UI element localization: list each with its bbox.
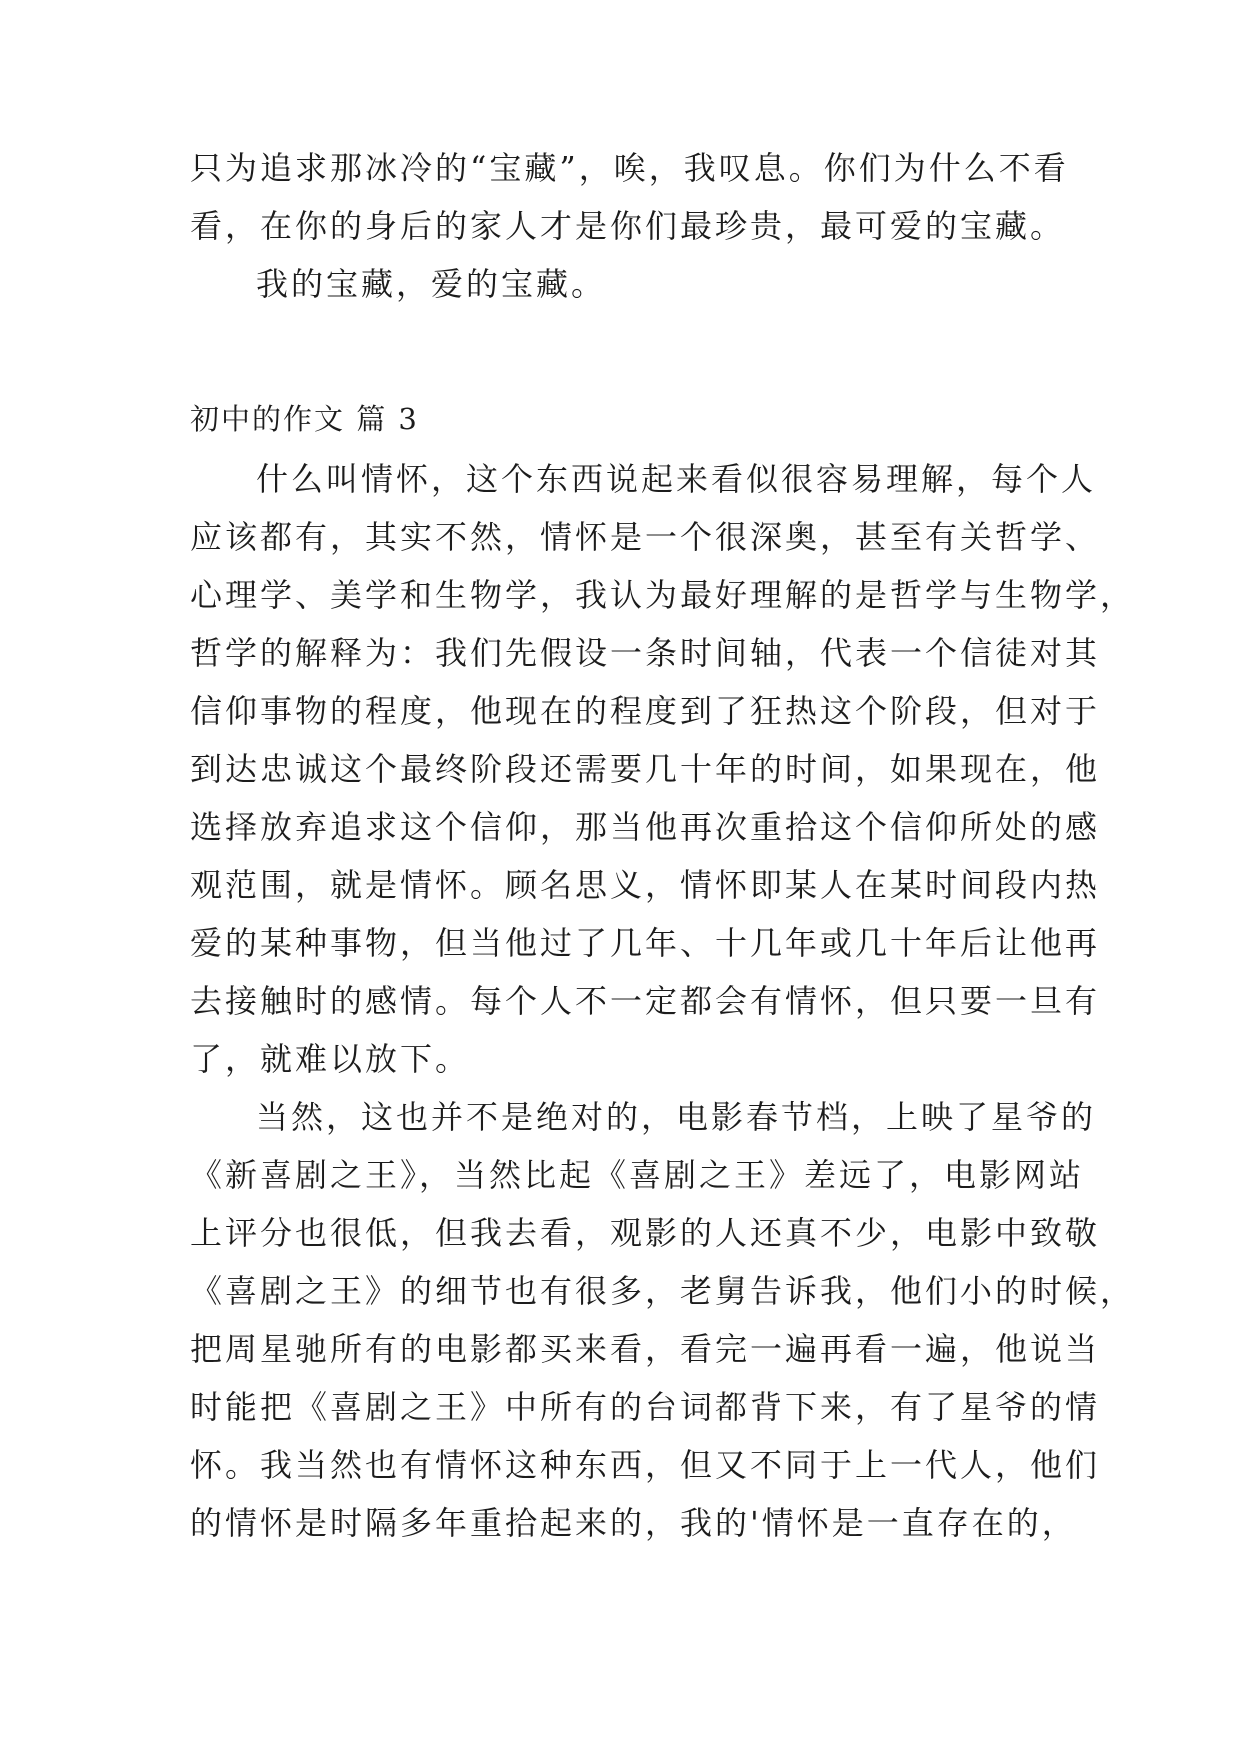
- text-line: 爱的某种事物，但当他过了几年、十几年或几十年后让他再: [190, 924, 1101, 962]
- text-line: 的情怀是时隔多年重拾起来的，我的'情怀是一直存在的，: [190, 1504, 1077, 1542]
- text-line: 《新喜剧之王》，当然比起《喜剧之王》差远了，电影网站: [190, 1156, 1085, 1194]
- text-line: 到达忠诚这个最终阶段还需要几十年的时间，如果现在，他: [190, 750, 1101, 788]
- text-line: 当然，这也并不是绝对的，电影春节档，上映了星爷的: [256, 1098, 1097, 1136]
- text-line: 了，就难以放下。: [190, 1040, 471, 1078]
- article-body: [190, 450, 1136, 1552]
- text-line: 观范围，就是情怀。顾名思义，情怀即某人在某时间段内热: [190, 866, 1101, 904]
- text-line: 什么叫情怀，这个东西说起来看似很容易理解，每个人: [256, 460, 1097, 498]
- text-line: 看，在你的身后的家人才是你们最珍贵，最可爱的宝藏。: [190, 207, 1066, 245]
- text-line: 把周星驰所有的电影都买来看，看完一遍再看一遍，他说当: [190, 1330, 1101, 1368]
- text-line: 《喜剧之王》的细节也有很多，老舅告诉我，他们小的时候，: [190, 1272, 1136, 1310]
- previous-section-text: [190, 139, 1070, 313]
- text-line: 怀。我当然也有情怀这种东西，但又不同于上一代人，他们: [190, 1446, 1101, 1484]
- text-line: 信仰事物的程度，他现在的程度到了狂热这个阶段，但对于: [190, 692, 1101, 730]
- text-line: 只为追求那冰冷的“宝藏”，唉，我叹息。你们为什么不看: [190, 149, 1069, 187]
- text-line: 选择放弃追求这个信仰，那当他再次重拾这个信仰所处的感: [190, 808, 1101, 846]
- text-line: 应该都有，其实不然，情怀是一个很深奥，甚至有关哲学、: [190, 518, 1101, 556]
- text-line: 去接触时的感情。每个人不一定都会有情怀，但只要一旦有: [190, 982, 1101, 1020]
- text-line: 心理学、美学和生物学，我认为最好理解的是哲学与生物学，: [190, 576, 1136, 614]
- text-line: 上评分也很低，但我去看，观影的人还真不少，电影中致敬: [190, 1214, 1101, 1252]
- article-title: 初中的作文 篇 3: [190, 402, 419, 436]
- text-line: 时能把《喜剧之王》中所有的台词都背下来，有了星爷的情: [190, 1388, 1101, 1426]
- text-line: 哲学的解释为：我们先假设一条时间轴，代表一个信徒对其: [190, 634, 1101, 672]
- text-line: 我的宝藏，爱的宝藏。: [256, 265, 607, 303]
